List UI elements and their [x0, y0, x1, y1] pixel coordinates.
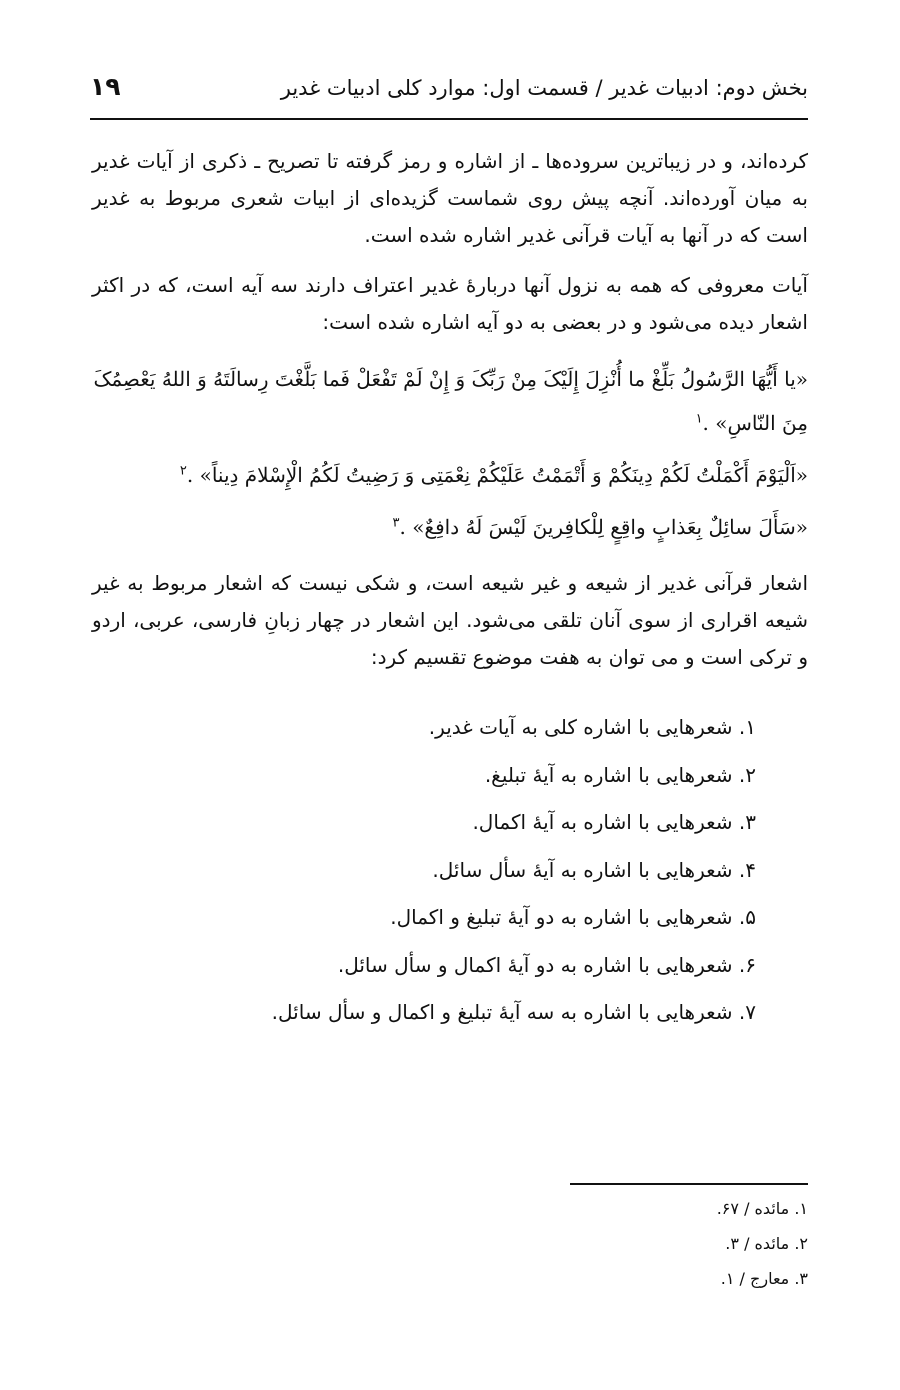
paragraph-categories: اشعار قرآنی غدیر از شیعه و غیر شیعه است، و شکی نیست که اشعار مربوط به غیر شیعه اقراری از سوی آنان تلقی می‌شود. این اشعار در چهار زبانِ فارسی، عربی، اردو و ترکی است و می توان به هفت موضوع تقسیم کرد: [92, 571, 808, 669]
running-head: بخش دوم: ادبیات غدیر / قسمت اول: موارد کلی ادبیات غدیر [280, 76, 808, 100]
header-rule [90, 118, 808, 120]
verse-text: «سَأَلَ سائِلٌ بِعَذابٍ واقِعٍ لِلْکافِرینَ لَیْسَ لَهُ دافِعٌ» . [399, 515, 808, 539]
footnote: ۱. مائده / ۶۷. [716, 1199, 808, 1218]
list-item: ۷. شعرهایی با اشاره به سه آیهٔ تبلیغ و اکمال و سأل سائل. [271, 1000, 756, 1024]
quran-verse-ikmal [92, 453, 808, 497]
list-item: ۳. شعرهایی با اشاره به آیهٔ اکمال. [472, 810, 756, 834]
list-item: ۱. شعرهایی با اشاره کلی به آیات غدیر. [428, 715, 756, 739]
page-header [90, 72, 808, 112]
verse-text: «اَلْیَوْمَ أَکْمَلْتُ لَکُمْ دِینَکُمْ وَ أَتْمَمْتُ عَلَیْکُمْ نِعْمَتِی وَ رَضِیتُ لَکُمُ الْإِسْلامَ دِیناً» . [186, 463, 808, 487]
footnote-ref: ۳ [392, 515, 400, 531]
footnote-ref: ۲ [179, 463, 187, 479]
paragraph-verses-intro: آیات معروفی که همه به نزول آنها دربارهٔ غدیر اعتراف دارند سه آیه است، که در اکثر اشعار دیده می‌شود و در بعضی به دو آیه اشاره شده است: [92, 273, 808, 334]
page-number: ۱۹ [90, 72, 121, 101]
page-body [92, 143, 808, 1041]
quran-verse-saala [92, 505, 808, 549]
list-item: ۶. شعرهایی با اشاره به دو آیهٔ اکمال و سأل سائل. [337, 952, 756, 977]
footnote: ۲. مائده / ۳. [725, 1234, 808, 1253]
list-item: ۴. شعرهایی با اشاره به آیهٔ سأل سائل. [432, 857, 756, 882]
list-item: ۲. شعرهایی با اشاره به آیهٔ تبلیغ. [484, 762, 756, 787]
footnote-ref: ۱ [695, 411, 703, 427]
footnote: ۳. معارج / ۱. [720, 1269, 808, 1288]
footnote-rule [570, 1183, 808, 1185]
verse-text: «یا أَیُّهَا الرَّسُولُ بَلِّغْ ما أُنْزِلَ إِلَیْکَ مِنْ رَبِّکَ وَ إِنْ لَمْ تَفْعَلْ فَما بَلَّغْتَ رِسالَتَهُ وَ اللهُ یَعْصِمُکَ مِنَ النّاسِ» . [93, 367, 808, 435]
list-item: ۵. شعرهایی با اشاره به دو آیهٔ تبلیغ و اکمال. [390, 905, 756, 929]
topic-list [92, 708, 808, 1031]
footnotes [717, 1198, 808, 1303]
quran-verse-tabligh [92, 357, 808, 445]
paragraph-intro: کرده‌اند، و در زیباترین سروده‌ها ـ از اشاره و رمز گرفته تا تصریح ـ ذکری از آیات غدیر به میان آورده‌اند. آنچه پیش روی شماست گزیده‌ای از ابیات شعری مربوط به غدیر است که در آنها به آیات قرآنی غدیر اشاره شده است. [92, 149, 808, 247]
